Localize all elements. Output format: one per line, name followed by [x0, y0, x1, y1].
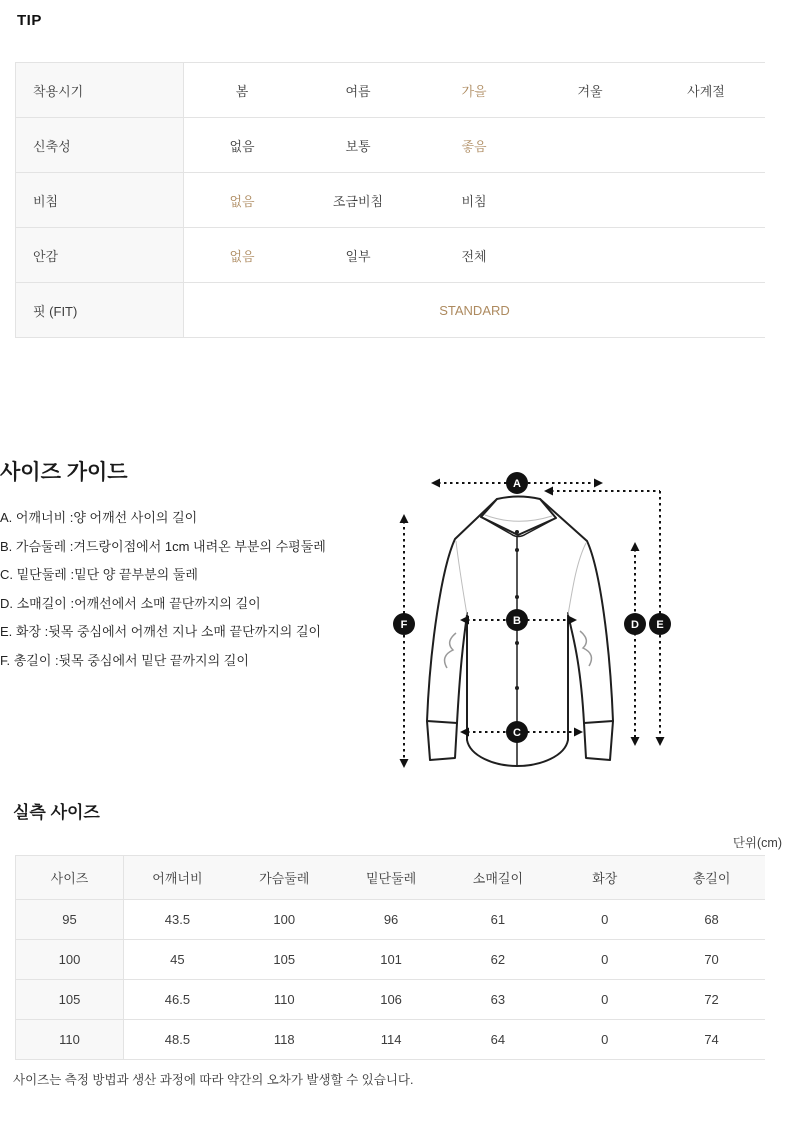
unit-label: 단위(cm) — [732, 836, 782, 850]
shirt-diagram — [370, 455, 700, 785]
size-cell: 100 — [16, 940, 124, 979]
size-table-header — [16, 856, 765, 900]
svg-text:A: A — [513, 478, 521, 490]
option-value: 조금비침 — [332, 193, 384, 209]
table-row-elasticity — [16, 118, 765, 173]
option-value: 좋음 — [461, 138, 487, 154]
table-row-size-95 — [16, 900, 765, 940]
value-cell: 48.5 — [164, 1032, 191, 1047]
value-cell: 74 — [704, 1032, 719, 1047]
value-cell: 62 — [490, 952, 506, 967]
attribute-options — [184, 228, 765, 282]
option-value: 사계절 — [687, 83, 725, 99]
size-guide-item-a: A. 어깨너비 :양 어깨선 사이의 길이 — [0, 510, 198, 525]
table-row-season — [16, 63, 765, 118]
svg-text:C: C — [513, 727, 521, 739]
size-cell: 105 — [16, 980, 124, 1019]
column-header: 총길이 — [658, 856, 765, 899]
size-guide-item-f: F. 총길이 :뒷목 중심에서 밑단 끝까지의 길이 — [0, 652, 249, 668]
column-header: 밑단둘레 — [338, 856, 445, 899]
value-cell: 0 — [601, 912, 609, 927]
option-value: 겨울 — [577, 83, 603, 99]
value-cell: 64 — [490, 1032, 506, 1047]
diagram-label-d — [624, 613, 646, 635]
value-cell: 46.5 — [164, 992, 191, 1007]
table-row-size-110 — [16, 1020, 765, 1060]
attribute-options — [184, 118, 765, 172]
size-guide-list — [0, 504, 326, 675]
size-guide-item-c: C. 밑단둘레 :밑단 양 끝부분의 둘레 — [0, 567, 198, 582]
option-value: 비침 — [461, 193, 487, 209]
value-cell: 45 — [170, 952, 185, 967]
option-value: 전체 — [461, 248, 487, 264]
diagram-label-e — [649, 613, 671, 635]
value-cell: 101 — [380, 952, 402, 967]
option-value: 여름 — [345, 83, 371, 99]
value-cell: 105 — [273, 952, 296, 967]
column-header: 소매길이 — [444, 856, 551, 899]
option-value: 봄 — [235, 83, 249, 99]
attribute-label: 핏 (FIT) — [16, 283, 184, 337]
value-cell: 96 — [383, 912, 399, 927]
tip-attribute-table — [15, 62, 765, 338]
column-header: 화장 — [551, 856, 658, 899]
column-header: 어깨너비 — [124, 856, 231, 899]
table-row-sheerness — [16, 173, 765, 228]
value-cell: 118 — [273, 1032, 295, 1047]
value-cell: 63 — [490, 992, 506, 1007]
size-cell: 95 — [16, 900, 124, 939]
value-cell: 0 — [601, 952, 609, 967]
svg-text:B: B — [513, 615, 521, 627]
table-row-fit — [16, 283, 765, 338]
diagram-label-f — [393, 613, 415, 635]
value-cell: 110 — [273, 992, 295, 1007]
attribute-options — [184, 63, 765, 117]
size-guide-item-e: E. 화장 :뒷목 중심에서 어깨선 지나 소매 끝단까지의 길이 — [0, 624, 322, 639]
option-value: 가을 — [461, 83, 487, 99]
size-table — [15, 855, 765, 1060]
size-disclaimer-note: 사이즈는 측정 방법과 생산 과정에 따라 약간의 오차가 발생할 수 있습니다. — [13, 1073, 414, 1087]
attribute-label: 안감 — [16, 228, 184, 282]
tip-section-title: TIP — [17, 12, 42, 29]
fit-value: STANDARD — [439, 302, 510, 318]
value-cell: 70 — [704, 952, 719, 967]
value-cell: 0 — [601, 992, 609, 1007]
table-row-lining — [16, 228, 765, 283]
value-cell: 68 — [704, 912, 719, 927]
option-value: 없음 — [229, 193, 255, 209]
value-cell: 43.5 — [164, 912, 191, 927]
option-value: 보통 — [345, 138, 371, 154]
size-cell: 110 — [16, 1020, 124, 1059]
option-value: 일부 — [345, 248, 371, 264]
value-cell: 72 — [704, 992, 719, 1007]
diagram-label-b — [506, 609, 528, 631]
attribute-options — [184, 173, 765, 227]
diagram-label-a — [506, 472, 528, 494]
diagram-label-c — [506, 721, 528, 743]
attribute-label: 신축성 — [16, 118, 184, 172]
value-cell: 61 — [490, 912, 506, 927]
measurements-title: 실측 사이즈 — [13, 803, 100, 822]
svg-text:F: F — [400, 619, 408, 631]
value-cell: 0 — [601, 1032, 609, 1047]
size-guide-item-d: D. 소매길이 :어깨선에서 소매 끝단까지의 길이 — [0, 595, 261, 611]
option-value: 없음 — [229, 248, 255, 264]
option-value: 없음 — [229, 138, 255, 154]
column-header: 가슴둘레 — [231, 856, 338, 899]
size-guide-title: 사이즈 가이드 — [0, 461, 128, 484]
value-cell: 114 — [380, 1032, 402, 1047]
value-cell: 100 — [273, 912, 296, 927]
value-cell: 106 — [380, 992, 402, 1007]
size-guide-item-b: B. 가슴둘레 :겨드랑이점에서 1cm 내려온 부분의 수평둘레 — [0, 538, 326, 554]
attribute-label: 비침 — [16, 173, 184, 227]
svg-text:D: D — [631, 619, 639, 631]
table-row-size-100 — [16, 940, 765, 980]
attribute-label: 착용시기 — [16, 63, 184, 117]
svg-text:E: E — [656, 619, 664, 631]
table-row-size-105 — [16, 980, 765, 1020]
column-header: 사이즈 — [16, 856, 124, 899]
